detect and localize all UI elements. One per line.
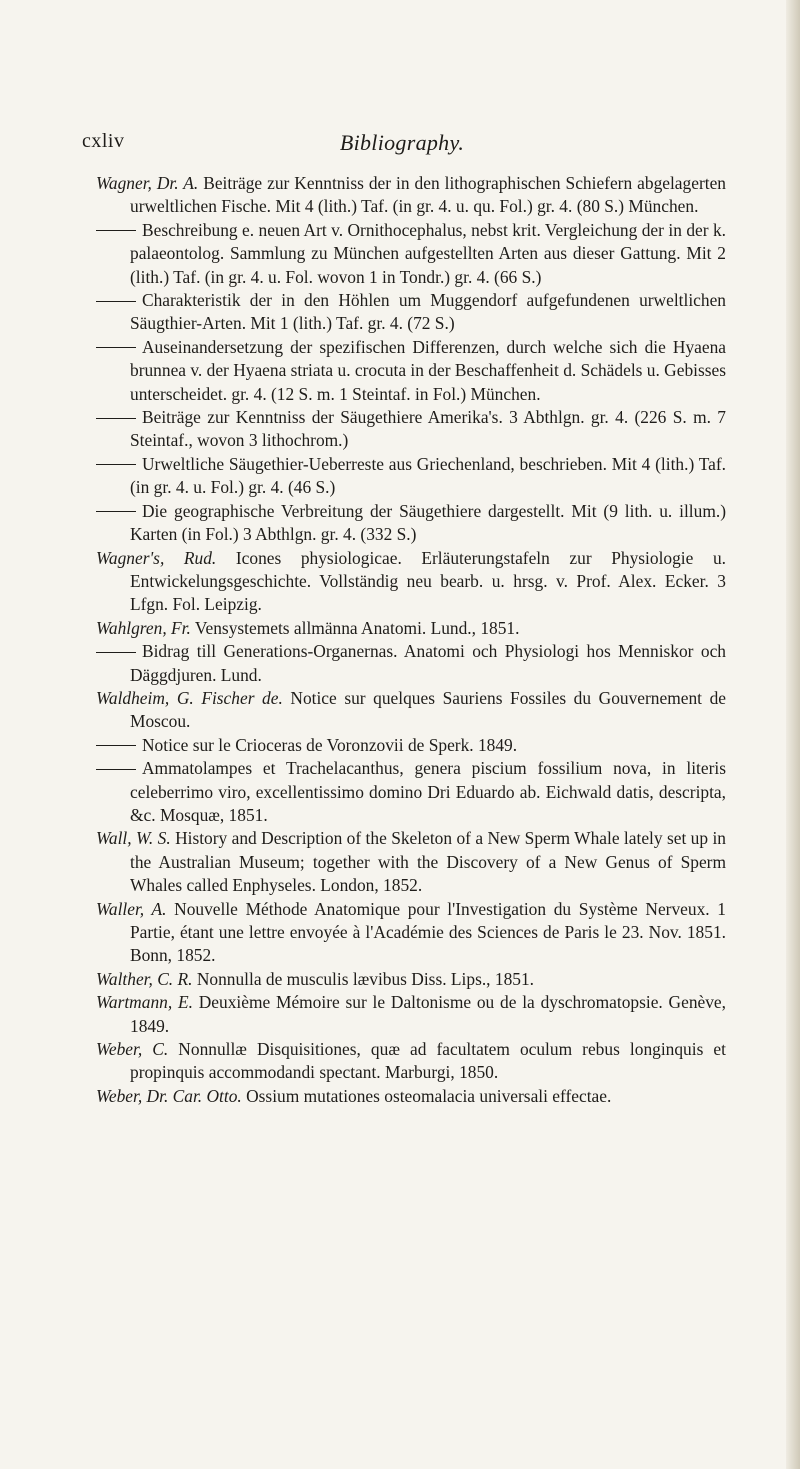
entry-author: Wall, W. S. bbox=[96, 828, 171, 849]
bibliography-list bbox=[96, 172, 726, 1108]
entry-author: Walther, C. R. bbox=[96, 968, 193, 989]
entry-author: Weber, Dr. Car. Otto. bbox=[96, 1085, 242, 1106]
bibliography-entry bbox=[96, 968, 726, 991]
entry-text: Auseinandersetzung der spezifischen Differenzen, durch welche sich die Hyaena brunnea v. der Hyaena striata u. crocuta in der Beschaffenheit d. Schädels u. Gebisses unterscheidet. gr. 4. (12 S. m. 1 Steintaf. in Fol.) München. bbox=[130, 336, 726, 404]
entry-text: Nonnullæ Disquisitiones, quæ ad facultatem oculum rebus longinquis et propinquis accommodandi spectant. Marburgi, 1850. bbox=[130, 1039, 726, 1083]
bibliography-entry bbox=[96, 1038, 726, 1085]
entry-text: Ammatolampes et Trachelacanthus, genera piscium fossilium nova, in literis celeberrimo viro, excellentissimo domino Dri Eduardo ab. Eichwald datis, descripta, &c. Mosquæ, 1851. bbox=[130, 758, 726, 825]
entry-author: Weber, C. bbox=[96, 1039, 169, 1060]
entry-text: Deuxième Mémoire sur le Daltonisme ou de la dyschromatopsie. Genève, 1849. bbox=[130, 992, 726, 1036]
entry-text: Notice sur le Crioceras de Voronzovii de Sperk. 1849. bbox=[142, 734, 518, 755]
entry-text: Nonnulla de musculis lævibus Diss. Lips., 1851. bbox=[192, 968, 535, 989]
ditto-dash bbox=[96, 652, 136, 653]
entry-text: Bidrag till Generations-Organernas. Anatomi och Physiologi hos Menniskor och Däggdjuren. Lund. bbox=[130, 641, 726, 685]
bibliography-entry bbox=[96, 500, 726, 547]
page-edge-shadow bbox=[786, 0, 800, 1469]
bibliography-entry bbox=[96, 406, 726, 453]
running-title: Bibliography. bbox=[339, 130, 465, 155]
page-header bbox=[82, 130, 722, 160]
entry-text: Beiträge zur Kenntniss der Säugethiere Amerika's. 3 Abthlgn. gr. 4. (226 S. m. 7 Steintaf., wovon 3 lithochrom.) bbox=[130, 407, 726, 451]
bibliography-entry bbox=[96, 827, 726, 897]
entry-author: Waldheim, G. Fischer de. bbox=[96, 687, 283, 708]
ditto-dash bbox=[96, 301, 136, 302]
entry-text: Beschreibung e. neuen Art v. Ornithocephalus, nebst krit. Vergleichung der in der k. palaeontolog. Sammlung zu München aufgestellten Arten aus dieser Gattung. Mit 2 (lith.) Taf. (in gr. 4. u. Fol. wovon 1 in Tondr.) gr. 4. (66 S.) bbox=[130, 219, 726, 287]
bibliography-entry bbox=[96, 453, 726, 500]
entry-author: Wahlgren, Fr. bbox=[96, 617, 191, 638]
ditto-dash bbox=[96, 230, 136, 231]
bibliography-entry bbox=[96, 757, 726, 827]
entry-text: Beiträge zur Kenntniss der in den lithographischen Schiefern abgelagerten urweltlichen Fische. Mit 4 (lith.) Taf. (in gr. 4. u. qu. Fol.) gr. 4. (80 S.) München. bbox=[130, 173, 726, 217]
ditto-dash bbox=[96, 418, 136, 419]
entry-text: Die geographische Verbreitung der Säugethiere dargestellt. Mit (9 lith. u. illum.) Karten (in Fol.) 3 Abthlgn. gr. 4. (332 S.) bbox=[130, 500, 726, 545]
bibliography-entry bbox=[96, 617, 726, 640]
bibliography-entry bbox=[96, 219, 726, 289]
entry-author: Wagner, Dr. A. bbox=[96, 173, 199, 193]
entry-text: Notice sur quelques Sauriens Fossiles du Gouvernement de Moscou. bbox=[130, 687, 726, 732]
ditto-dash bbox=[96, 464, 136, 465]
bibliography-entry bbox=[96, 640, 726, 687]
bibliography-entry bbox=[96, 1085, 726, 1108]
entry-text: History and Description of the Skeleton of a New Sperm Whale lately set up in the Australian Museum; together with the Discovery of a New Genus of Sperm Whales called Enphyseles. London, 1852. bbox=[130, 828, 726, 896]
entry-text: Urweltliche Säugethier-Ueberreste aus Griechenland, beschrieben. Mit 4 (lith.) Taf. (in gr. 4. u. Fol.) gr. 4. (46 S.) bbox=[130, 453, 726, 498]
bibliography-entry bbox=[96, 687, 726, 734]
ditto-dash bbox=[96, 745, 136, 746]
ditto-dash bbox=[96, 769, 136, 770]
entry-author: Wartmann, E. bbox=[96, 992, 193, 1013]
bibliography-entry bbox=[96, 991, 726, 1038]
bibliography-entry bbox=[96, 289, 726, 336]
bibliography-entry bbox=[96, 898, 726, 968]
bibliography-entry bbox=[96, 336, 726, 406]
ditto-dash bbox=[96, 511, 136, 512]
ditto-dash bbox=[96, 347, 136, 348]
bibliography-entry bbox=[96, 547, 726, 617]
bibliography-entry bbox=[96, 172, 726, 219]
entry-text: Nouvelle Méthode Anatomique pour l'Investigation du Système Nerveux. 1 Partie, étant une lettre envoyée à l'Académie des Sciences de Paris le 23. Nov. 1851. Bonn, 1852. bbox=[130, 898, 726, 966]
entry-text: Charakteristik der in den Höhlen um Muggendorf aufgefundenen urweltlichen Säugthier-Arten. Mit 1 (lith.) Taf. gr. 4. (72 S.) bbox=[130, 290, 726, 334]
entry-text: Icones physiologicae. Erläuterungstafeln zur Physiologie u. Entwickelungsgeschichte. Vollständig neu bearb. u. hrsg. v. Prof. Alex. Ecker. 3 Lfgn. Fol. Leipzig. bbox=[130, 547, 726, 615]
entry-author: Wagner's, Rud. bbox=[96, 547, 217, 568]
bibliography-entry bbox=[96, 734, 726, 757]
entry-text: Vensystemets allmänna Anatomi. Lund., 1851. bbox=[190, 617, 520, 638]
entry-author: Waller, A. bbox=[96, 898, 167, 919]
entry-text: Ossium mutationes osteomalacia universali effectae. bbox=[241, 1085, 612, 1106]
page-number: cxliv bbox=[82, 130, 125, 152]
